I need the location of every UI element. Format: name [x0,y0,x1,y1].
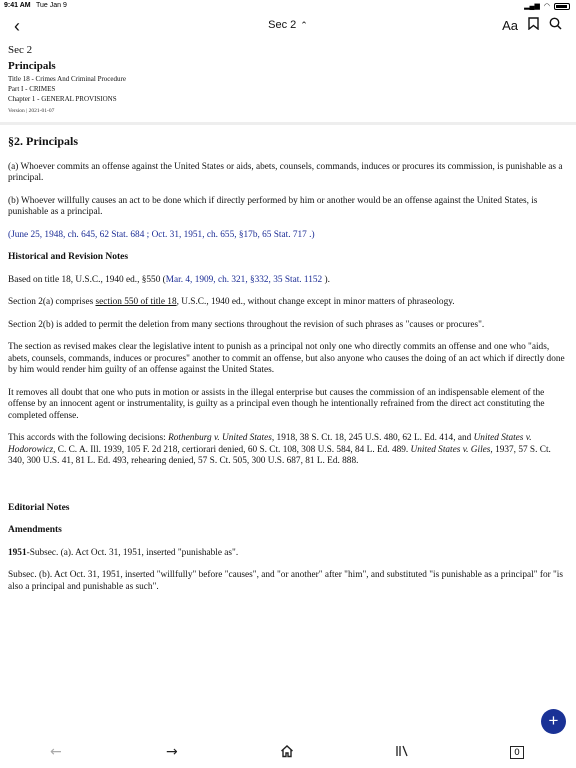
bookmark-icon[interactable] [528,17,539,33]
battery-icon [554,3,570,10]
historical-notes-heading: Historical and Revision Notes [8,252,129,262]
based-post: ). [322,274,330,285]
citation-link-1951[interactable]: Oct. 31, 1951, ch. 655, §17b, 65 Stat. 717 [151,229,307,240]
editorial-notes-heading: Editorial Notes [8,502,70,513]
top-nav-bar [0,12,576,40]
library-icon[interactable] [395,744,409,762]
section-550-link[interactable]: section 550 of title 18 [95,297,177,307]
chevron-up-icon: ⌃ [300,20,308,30]
breadcrumb-title: Title 18 - Crimes And Criminal Procedure [8,75,126,83]
home-icon[interactable] [280,744,294,762]
cite-open: ( [8,229,12,240]
amendment-1951 [8,548,568,560]
status-date: Tue Jan 9 [36,2,67,9]
document-header [8,44,568,116]
amendments-heading: Amendments [8,525,62,535]
sec2a-post: , U.S.C., 1940 ed., without change except in minor matters of phraseology. [176,297,455,307]
nav-title[interactable] [0,19,576,31]
removes-doubt-para: It removes all doubt that one who puts in motion or assists in the illegal enterprise but causes the commission of an indispensable element of the offense by an innocent agent or instrumentality, is guilty as a principal even though he intentionally refrained from the direct act constituting the completed offense. [8,387,545,421]
status-bar [0,0,576,12]
section-2a-para [8,297,568,309]
section-heading: §2. Principals [8,134,79,148]
section-2b-para: Section 2(b) is added to permit the deletion from many sections throughout the revision of such phrases as "causes or procures". [8,319,485,330]
status-icons [524,2,570,10]
accords-pre: This accords with the following decisions: [8,433,169,443]
decisions-para [8,433,568,468]
para-b: (b) Whoever willfully causes an act to be done which if directly performed by him or another would be an offense against the United States, is punishable as a principal. [8,195,538,217]
accords-mid2: , C. C. A. Ill. 1939, 105 F. 2d 218, certiorari denied, 60 S. Ct. 108, 308 U.S. 584, 84 L. Ed. 489. [53,444,411,455]
citation [8,230,568,242]
back-arrow-icon[interactable]: ← [50,744,62,760]
accords-post: , 1937, 57 S. Ct. 340, 300 U.S. 41, 81 L. Ed. 493, rehearing denied, 57 S. Ct. 505, 300 U.S. 687, 81 L. Ed. 888. [8,444,551,466]
amendment-subsec-b: Subsec. (b). Act Oct. 31, 1951, inserted "willfully" before "causes", and "or another" after "him", and substituted "is punishable as a principal" for "is also a principal and punishable as such". [8,570,564,592]
based-on-para [8,275,568,287]
cite-sep: ; [144,229,152,240]
text-size-icon[interactable]: Aa [502,17,518,33]
signal-icon: ▂▄▆ [524,3,540,10]
citation-link-1948[interactable]: June 25, 1948, ch. 645, 62 Stat. 684 [11,229,145,240]
case-giles: United States v. Giles [410,444,491,455]
tabs-icon[interactable]: 0 [510,746,524,759]
based-pre: Based on title 18, U.S.C., 1940 ed., §550 ( [8,274,166,285]
case-rothenburg: Rothenburg v. United States [168,433,272,443]
add-button[interactable]: + [541,709,566,734]
version-label: Version | 2021-01-07 [8,108,55,114]
para-a: (a) Whoever commits an offense against the United States or aids, abets, counsels, commands, induces or procures its commission, is punishable as a principal. [8,161,563,183]
based-link[interactable]: Mar. 4, 1909, ch. 321, §332, 35 Stat. 1152 [165,274,323,285]
revised-para: The section as revised makes clear the legislative intent to punish as a principal not only one who directly commits an offense and one who "aids, abets, counsels, commands, induces or procures" another to commit an offense, but also anyone who causes the doing of an act which if directly done by him would render him guilty of an offense against the United States. [8,342,565,375]
document-body [8,136,568,604]
cite-close: .) [306,229,315,240]
nav-tools [502,17,562,33]
amendment-year: 1951 [8,547,27,558]
bottom-toolbar [0,742,576,766]
breadcrumb [8,74,568,104]
status-time: 9:41 AM [4,2,31,9]
section-title: Principals [8,60,56,72]
breadcrumb-chapter: Chapter 1 - GENERAL PROVISIONS [8,95,117,103]
case-hodorowicz: United States v. Hodorowicz [8,433,532,455]
search-icon[interactable] [549,17,562,33]
header-divider [0,122,576,125]
sec2a-pre: Section 2(a) comprises [8,297,96,307]
breadcrumb-part: Part I - CRIMES [8,85,56,93]
amendment-1-text: -Subsec. (a). Act Oct. 31, 1951, inserted "punishable as". [26,547,239,558]
accords-mid1: , 1918, 38 S. Ct. 18, 245 U.S. 480, 62 L. Ed. 414, and [271,433,474,443]
wifi-icon: ◠ [543,3,550,10]
back-icon[interactable]: ‹ [14,16,20,36]
section-label: Sec 2 [8,44,33,56]
nav-title-text: Sec 2 [268,19,297,31]
forward-arrow-icon[interactable]: → [166,744,178,760]
